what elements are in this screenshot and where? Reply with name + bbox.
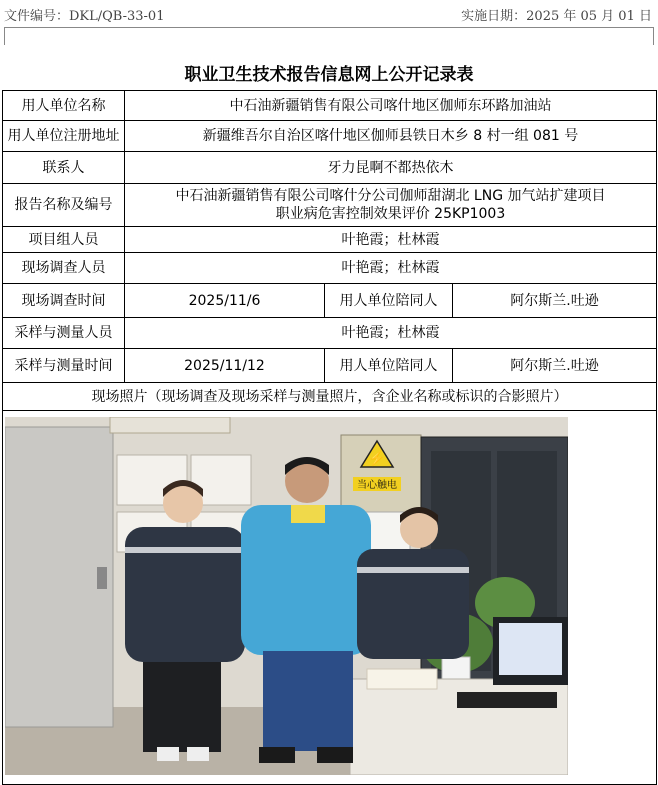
warning-sign-text: 当心触电 xyxy=(357,480,397,491)
table-row xyxy=(3,253,656,284)
reg-address-value: 新疆维吾尔自治区喀什地区伽师县铁日木乡 8 村一组 081 号 xyxy=(202,128,579,144)
site-photo-illustration xyxy=(5,417,568,775)
contact-label: 联系人 xyxy=(3,152,125,183)
survey-companion-value: 阿尔斯兰.吐逊 xyxy=(510,292,599,309)
table-row xyxy=(3,121,656,152)
sampling-staff-value: 叶艳霞；杜林霞 xyxy=(341,325,440,341)
project-members-value: 叶艳霞；杜林霞 xyxy=(341,231,440,248)
record-table xyxy=(2,90,657,785)
header-corner-left xyxy=(4,27,5,45)
unit-name-label: 用人单位名称 xyxy=(3,91,125,120)
table-row xyxy=(3,284,656,318)
sampling-staff-label: 采样与测量人员 xyxy=(3,318,125,348)
document-number: 文件编号：DKL/QB-33-01 xyxy=(4,9,165,24)
table-row xyxy=(3,383,656,411)
reg-address-label: 用人单位注册地址 xyxy=(3,121,125,151)
table-row xyxy=(3,349,656,383)
page-title: 职业卫生技术报告信息网上公开记录表 xyxy=(184,65,474,85)
photo-row xyxy=(3,411,656,784)
report-value-line2: 职业病危害控制效果评价 25KP1003 xyxy=(275,206,506,222)
sampling-companion-label: 用人单位陪同人 xyxy=(325,349,453,382)
photo-caption: 现场照片（现场调查及现场采样与测量照片，含企业名称或标识的合影照片） xyxy=(91,388,568,405)
implementation-date: 实施日期：2025 年 05 月 01 日 xyxy=(461,9,652,24)
header-corner-right xyxy=(653,27,654,45)
table-row xyxy=(3,318,656,349)
sampling-companion-value: 阿尔斯兰.吐逊 xyxy=(510,357,599,374)
contact-value: 牙力昆啊不都热依木 xyxy=(327,159,454,176)
sampling-time-label: 采样与测量时间 xyxy=(3,349,125,382)
table-row xyxy=(3,184,656,227)
report-label: 报告名称及编号 xyxy=(3,184,125,226)
report-value-line1: 中石油新疆销售有限公司喀什分公司伽师甜湖北 LNG 加气站扩建项目 xyxy=(175,188,606,204)
table-row xyxy=(3,91,656,121)
site-photo xyxy=(5,417,568,775)
survey-staff-value: 叶艳霞；杜林霞 xyxy=(341,260,440,276)
survey-time-label: 现场调查时间 xyxy=(3,284,125,317)
sampling-time-value: 2025/11/12 xyxy=(125,349,325,382)
survey-staff-label: 现场调查人员 xyxy=(3,253,125,283)
report-value xyxy=(125,184,656,226)
table-row xyxy=(3,152,656,184)
header-divider xyxy=(4,27,654,28)
project-members-label: 项目组人员 xyxy=(3,227,125,252)
sign-icon-glyph: ⚡ xyxy=(368,451,386,467)
survey-companion-label: 用人单位陪同人 xyxy=(325,284,453,317)
unit-name-value: 中石油新疆销售有限公司喀什地区伽师东环路加油站 xyxy=(229,97,552,114)
table-row xyxy=(3,227,656,253)
survey-time-value: 2025/11/6 xyxy=(125,284,325,317)
